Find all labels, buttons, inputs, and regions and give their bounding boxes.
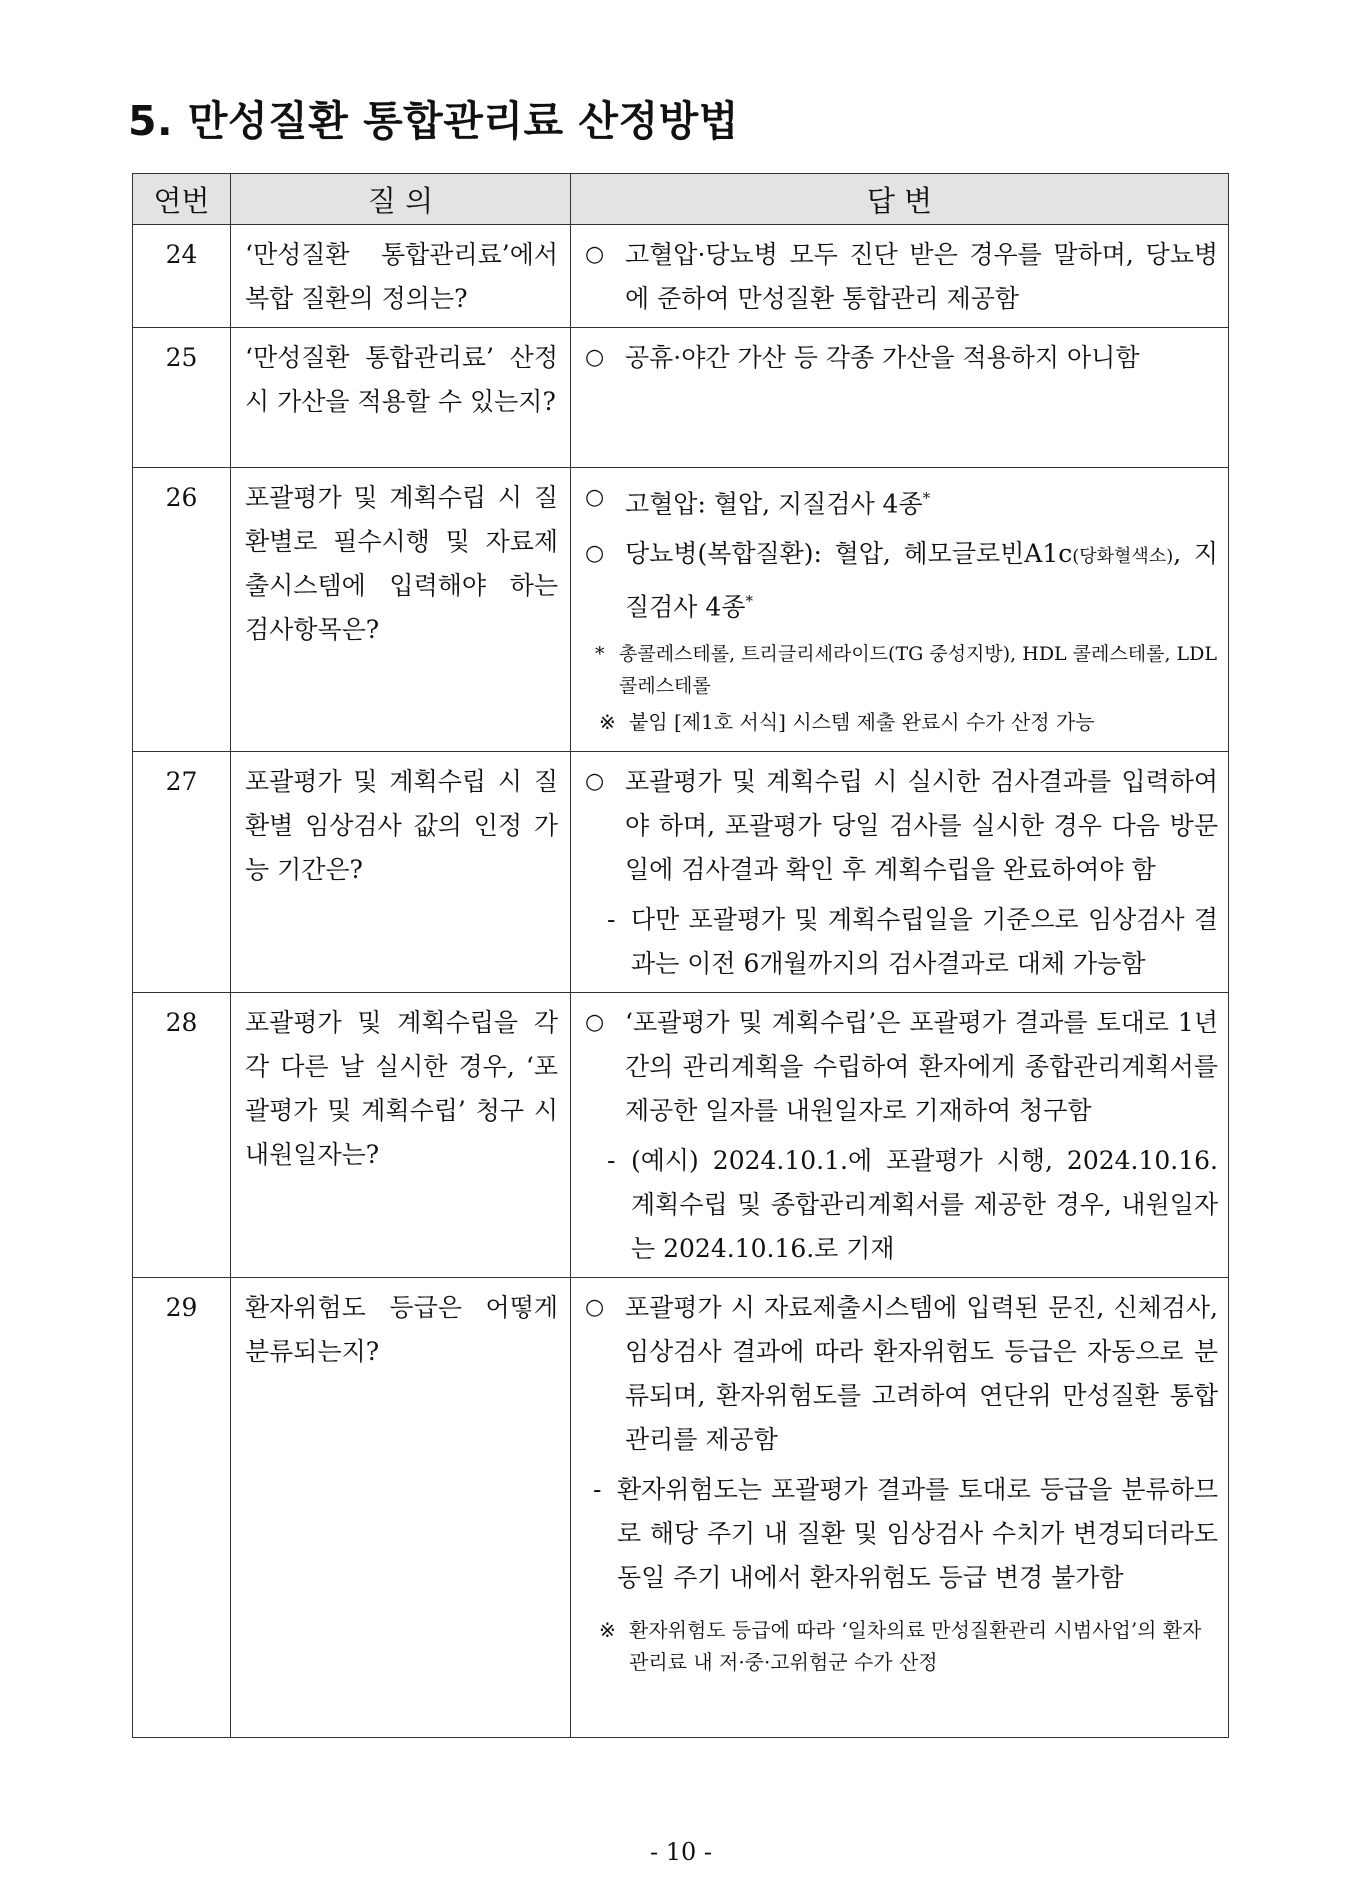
row-answer — [571, 752, 1229, 993]
table-row — [133, 328, 1229, 468]
answer-item — [585, 233, 1218, 321]
answer-text: 고혈압·당뇨병 모두 진단 받은 경우를 말하며, 당뇨병에 준하여 만성질환 통합관리 제공함 — [625, 240, 1218, 313]
sub-item-text: (예시) 2024.10.1.에 포괄평가 시행, 2024.10.16. 계획수립 및 종합관리계획서를 제공한 경우, 내원일자는 2024.10.16.로 기재 — [631, 1146, 1218, 1263]
dash-bullet: - — [607, 905, 616, 934]
table-row — [133, 1278, 1229, 1738]
answer-text: 고혈압: 혈압, 지질검사 4종 — [625, 489, 923, 519]
answer-text: 공휴·야간 가산 등 각종 가산을 적용하지 아니함 — [625, 343, 1140, 372]
circle-bullet: ○ — [585, 769, 605, 794]
footnote-mark: * — [745, 592, 753, 611]
table-row — [133, 468, 1229, 752]
footnote-mark: * — [595, 642, 605, 665]
footnote — [595, 638, 1218, 702]
reference-mark: ※ — [599, 1618, 616, 1642]
sub-item-text: 다만 포괄평가 및 계획수립일을 기준으로 임상검사 결과는 이전 6개월까지의 검사결과로 대체 가능함 — [631, 905, 1218, 978]
sub-item-text: 환자위험도는 포괄평가 결과를 토대로 등급을 분류하므로 해당 주기 내 질환 및 임상검사 수치가 변경되더라도 동일 주기 내에서 환자위험도 등급 변경 불가함 — [617, 1475, 1218, 1592]
row-number: 26 — [133, 468, 231, 752]
answer-text: , 지질검사 4종 — [625, 539, 1218, 622]
row-number: 27 — [133, 752, 231, 993]
answer-text: 포괄평가 및 계획수립 시 실시한 검사결과를 입력하여야 하며, 포괄평가 당일 검사를 실시한 경우 다음 방문일에 검사결과 확인 후 계획수립을 완료하여야 함 — [625, 767, 1218, 884]
section-title: 5. 만성질환 통합관리료 산정방법 — [128, 97, 739, 145]
footnote-text: 총콜레스테롤, 트리글리세라이드(TG 중성지방), HDL 콜레스테롤, LDL 콜레스테롤 — [619, 642, 1218, 697]
table-row — [133, 993, 1229, 1278]
footnote-mark: * — [922, 489, 931, 507]
row-number: 24 — [133, 225, 231, 328]
row-question: 포괄평가 및 계획수립 시 질환별로 필수시행 및 자료제출시스템에 입력해야 하는 검사항목은? — [231, 468, 571, 752]
reference-text: 환자위험도 등급에 따라 ‘일차의료 만성질환관리 시범사업’의 환자관리료 내 저·중·고위험군 수가 산정 — [629, 1618, 1202, 1674]
answer-item — [585, 476, 1218, 526]
table-row — [133, 752, 1229, 993]
faq-table — [132, 173, 1229, 1738]
circle-bullet: ○ — [585, 485, 605, 510]
reference-note — [599, 1614, 1218, 1678]
row-answer — [571, 225, 1229, 328]
header-answer: 답 변 — [571, 174, 1229, 225]
sub-item — [593, 1468, 1218, 1600]
row-answer — [571, 328, 1229, 468]
answer-text: 당뇨병(복합질환): 혈압, 헤모글로빈A1c — [625, 539, 1073, 569]
sub-item — [607, 1139, 1218, 1271]
row-answer — [571, 993, 1229, 1278]
header-number: 연번 — [133, 174, 231, 225]
reference-note — [599, 706, 1218, 738]
answer-note: (당화혈색소) — [1072, 546, 1174, 568]
circle-bullet: ○ — [585, 1010, 605, 1035]
row-number: 28 — [133, 993, 231, 1278]
row-answer — [571, 468, 1229, 752]
circle-bullet: ○ — [585, 1295, 605, 1320]
reference-mark: ※ — [599, 709, 616, 734]
dash-bullet: - — [607, 1146, 616, 1175]
answer-text: ‘포괄평가 및 계획수립’은 포괄평가 결과를 토대로 1년간의 관리계획을 수립하여 환자에게 종합관리계획서를 제공한 일자를 내원일자로 기재하여 청구함 — [625, 1008, 1218, 1125]
answer-item — [585, 1001, 1218, 1133]
row-answer — [571, 1278, 1229, 1738]
circle-bullet: ○ — [585, 345, 605, 370]
sub-item — [607, 898, 1218, 986]
header-question: 질 의 — [231, 174, 571, 225]
circle-bullet: ○ — [585, 242, 605, 267]
answer-item — [585, 760, 1218, 892]
answer-item — [585, 532, 1218, 629]
row-number: 29 — [133, 1278, 231, 1738]
circle-bullet: ○ — [585, 541, 605, 567]
answer-text: 포괄평가 시 자료제출시스템에 입력된 문진, 신체검사, 임상검사 결과에 따라 환자위험도 등급은 자동으로 분류되며, 환자위험도를 고려하여 연단위 만성질환 통합관리를 제공함 — [625, 1293, 1218, 1454]
reference-text: 붙임 [제1호 서식] 시스템 제출 완료시 수가 산정 가능 — [629, 709, 1095, 734]
answer-item — [585, 1286, 1218, 1462]
page-number: - 10 - — [649, 1838, 712, 1866]
table-row — [133, 225, 1229, 328]
row-question: 환자위험도 등급은 어떻게 분류되는지? — [231, 1278, 571, 1738]
dash-bullet: - — [593, 1475, 602, 1504]
table-header-row — [133, 174, 1229, 225]
row-question: ‘만성질환 통합관리료’ 산정 시 가산을 적용할 수 있는지? — [231, 328, 571, 468]
row-question: ‘만성질환 통합관리료’에서 복합 질환의 정의는? — [231, 225, 571, 328]
row-number: 25 — [133, 328, 231, 468]
row-question: 포괄평가 및 계획수립을 각각 다른 날 실시한 경우, ‘포괄평가 및 계획수립’ 청구 시 내원일자는? — [231, 993, 571, 1278]
answer-item — [585, 336, 1218, 380]
row-question: 포괄평가 및 계획수립 시 질환별 임상검사 값의 인정 가능 기간은? — [231, 752, 571, 993]
